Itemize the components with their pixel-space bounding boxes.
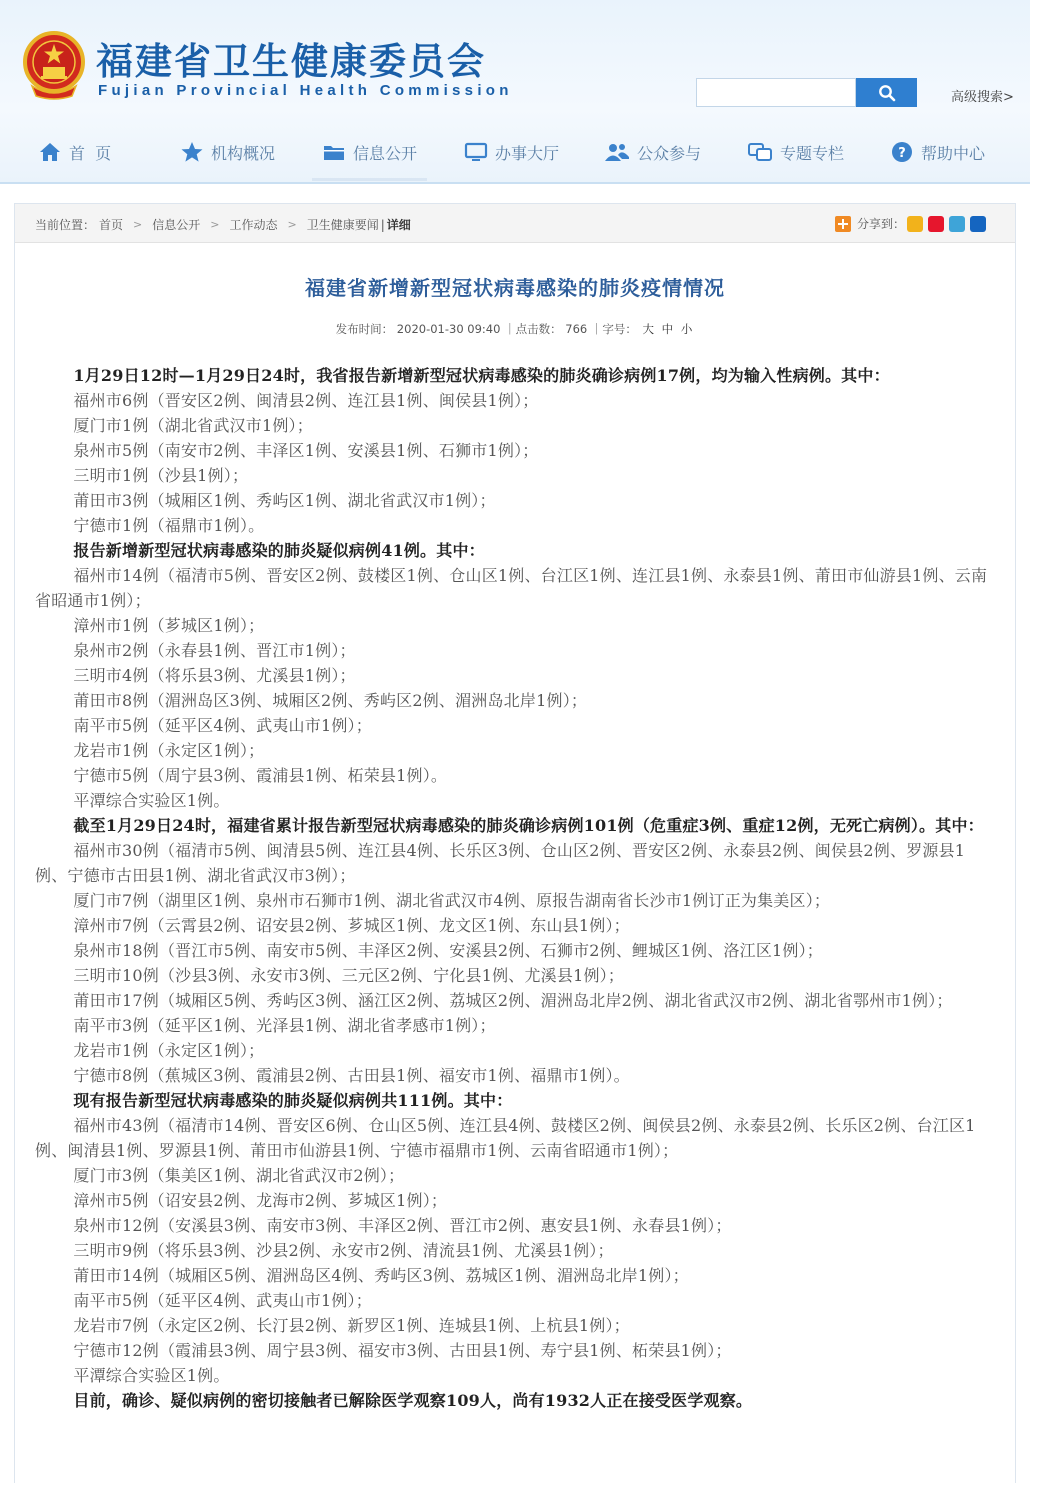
article-paragraph: 宁德市8例（蕉城区3例、霞浦县2例、古田县1例、福安市1例、福鼎市1例）。 (73, 1066, 630, 1085)
nav-item-participation[interactable] (604, 124, 701, 180)
nav-item-info[interactable] (322, 124, 417, 180)
article-paragraph: 漳州市5例（诏安县2例、龙海市2例、芗城区1例）； (73, 1191, 448, 1210)
article-paragraph: 福州市30例（福清市5例、闽清县5例、连江县4例、长乐区3例、仓山区2例、晋安区2例、永泰县2例、闽侯县2例、罗源县1例、宁德市古田县1例、湖北省武汉市3例）； (35, 841, 966, 885)
article-paragraph: 平潭综合实验区1例。 (73, 1366, 230, 1385)
article-paragraph: 漳州市7例（云霄县2例、诏安县2例、芗城区1例、龙文区1例、东山县1例）； (73, 916, 630, 935)
article-paragraph: 福州市6例（晋安区2例、闽清县2例、连江县1例、闽侯县1例）； (73, 391, 539, 410)
article-paragraph: 三明市10例（沙县3例、永安市3例、三元区2例、宁化县1例、尤溪县1例）； (73, 966, 625, 985)
nav-item-label: 公众参与 (637, 143, 702, 163)
share-label: 分享到： (857, 217, 906, 231)
breadcrumb-item-news[interactable]: 卫生健康要闻 (306, 218, 379, 232)
nav-item-home[interactable] (38, 124, 111, 180)
article-paragraph: 龙岩市7例（永定区2例、长汀县2例、新罗区1例、连城县1例、上杭县1例）； (73, 1316, 630, 1335)
site-title: 福建省卫生健康委员会 (96, 40, 486, 83)
article-paragraph: 南平市3例（延平区1例、光泽县1例、湖北省孝感市1例）； (73, 1016, 496, 1035)
article-paragraph: 泉州市18例（晋江市5例、南安市5例、丰泽区2例、安溪县2例、石狮市2例、鲤城区1例、洛江区1例）； (73, 941, 824, 960)
nav-item-topics[interactable] (747, 124, 844, 180)
article-paragraph: 厦门市1例（湖北省武汉市1例）； (73, 416, 313, 435)
chat-icon (747, 141, 773, 163)
article-paragraph: 泉州市12例（安溪县3例、南安市3例、丰泽区2例、晋江市2例、惠安县1例、永春县1例）； (73, 1216, 732, 1235)
chevron-right-icon: > (287, 218, 297, 231)
article-paragraph: 三明市1例（沙县1例）； (73, 466, 249, 485)
article-title: 福建省新增新型冠状病毒感染的肺炎疫情情况 (305, 276, 725, 300)
article-meta (0, 321, 1030, 337)
chevron-right-icon: > (133, 218, 143, 231)
monitor-icon (464, 141, 488, 163)
breadcrumb (35, 216, 411, 233)
article-paragraph: 截至1月29日24时，福建省累计报告新型冠状病毒感染的肺炎确诊病例101例（危重症3例、重症12例，无死亡病例）。其中： (73, 816, 984, 835)
font-size-medium[interactable]: 中 (661, 322, 674, 336)
article-paragraph: 厦门市3例（集美区1例、湖北省武汉市2例）； (73, 1166, 405, 1185)
star-icon (180, 141, 204, 163)
article-paragraph: 莆田市3例（城厢区1例、秀屿区1例、湖北省武汉市1例）； (73, 491, 496, 510)
article-paragraph: 莆田市8例（湄洲岛区3例、城厢区2例、秀屿区2例、湄洲岛北岸1例）； (73, 691, 588, 710)
article-paragraph: 三明市9例（将乐县3例、沙县2例、永安市2例、清流县1例、尤溪县1例）； (73, 1241, 614, 1260)
article-paragraph: 莆田市14例（城厢区5例、湄洲岛区4例、秀屿区3例、荔城区1例、湄洲岛北岸1例）； (73, 1266, 689, 1285)
article-paragraph: 现有报告新型冠状病毒感染的肺炎疑似病例共111例。其中： (73, 1091, 513, 1110)
tencent-weibo-share-icon[interactable] (949, 216, 965, 232)
article-paragraph: 泉州市2例（永春县1例、晋江市1例）； (73, 641, 356, 660)
article-paragraph: 厦门市7例（湖里区1例、泉州市石狮市1例、湖北省武汉市4例、原报告湖南省长沙市1例订正为集美区）； (73, 891, 831, 910)
weibo-share-icon[interactable] (928, 216, 944, 232)
breadcrumb-bar (15, 204, 1015, 243)
breadcrumb-item-current: 详细 (386, 218, 411, 232)
nav-item-about[interactable] (180, 124, 275, 180)
font-size-large[interactable]: 大 (642, 322, 655, 336)
nav-item-services[interactable] (464, 124, 559, 180)
breadcrumb-item-info[interactable]: 信息公开 (152, 218, 201, 232)
help-icon (890, 141, 914, 163)
publish-info: 发布时间： 2020-01-30 09:40 ｜点击数： 766 ｜字号： (335, 322, 637, 336)
breadcrumb-item-work[interactable]: 工作动态 (229, 218, 278, 232)
article-paragraph: 莆田市17例（城厢区5例、秀屿区3例、涵江区2例、荔城区2例、湄洲岛北岸2例、湖北省武汉市2例、湖北省鄂州市1例）； (73, 991, 953, 1010)
search-button[interactable] (856, 78, 917, 107)
home-icon (38, 141, 62, 163)
breadcrumb-prefix: 当前位置： (35, 218, 96, 232)
font-size-small[interactable]: 小 (680, 322, 693, 336)
article-paragraph: 漳州市1例（芗城区1例）； (73, 616, 265, 635)
article-paragraph: 福州市43例（福清市14例、晋安区6例、仓山区5例、连江县4例、鼓楼区2例、闽侯县2例、永泰县2例、长乐区2例、台江区1例、闽清县1例、罗源县1例、莆田市仙游县1例、宁德市福鼎市1例、云南省昭通市1例）； (35, 1116, 976, 1160)
renren-share-icon[interactable] (970, 216, 986, 232)
folder-icon (322, 141, 346, 163)
nav-item-label: 帮助中心 (921, 143, 986, 163)
nav-item-help[interactable] (890, 124, 985, 180)
chevron-right-icon: > (210, 218, 220, 231)
share-plus-icon[interactable] (835, 216, 851, 232)
advanced-search-link[interactable]: 高级搜索> (951, 90, 1014, 105)
site-subtitle: Fujian Provincial Health Commission (98, 82, 513, 99)
article-paragraph: 泉州市5例（南安市2例、丰泽区1例、安溪县1例、石狮市1例）； (73, 441, 539, 460)
article-paragraph: 福州市14例（福清市5例、晋安区2例、鼓楼区1例、仓山区1例、台江区1例、连江县1例、永泰县1例、莆田市仙游县1例、云南省昭通市1例）； (35, 566, 988, 610)
breadcrumb-divider: | (380, 217, 385, 232)
nav-item-label: 机构概况 (211, 143, 276, 163)
people-icon (604, 141, 630, 163)
article-paragraph: 南平市5例（延平区4例、武夷山市1例）； (73, 716, 372, 735)
article-paragraph: 宁德市1例（福鼎市1例）。 (73, 516, 265, 535)
article-paragraph: 南平市5例（延平区4例、武夷山市1例）； (73, 1291, 372, 1310)
article-paragraph: 龙岩市1例（永定区1例）； (73, 1041, 265, 1060)
nav-item-label: 信息公开 (353, 143, 418, 163)
article-paragraph: 目前，确诊、疑似病例的密切接触者已解除医学观察109人，尚有1932人正在接受医学观察。 (73, 1391, 753, 1410)
article-paragraph: 宁德市12例（霞浦县3例、周宁县3例、福安市3例、古田县1例、寿宁县1例、柘荣县1例）； (73, 1341, 732, 1360)
nav-item-label: 首 页 (69, 143, 112, 163)
nav-item-label: 办事大厅 (495, 143, 560, 163)
main-nav (0, 124, 1030, 180)
qzone-share-icon[interactable] (907, 216, 923, 232)
share-bar (835, 215, 986, 232)
svg-text:?: ? (898, 146, 906, 161)
search-input[interactable] (696, 78, 856, 107)
article-body (35, 363, 990, 1413)
breadcrumb-item-home[interactable]: 首页 (99, 218, 124, 232)
article-paragraph: 宁德市5例（周宁县3例、霞浦县1例、柘荣县1例）。 (73, 766, 448, 785)
article-paragraph: 三明市4例（将乐县3例、尤溪县1例）； (73, 666, 356, 685)
article-paragraph: 报告新增新型冠状病毒感染的肺炎疑似病例41例。其中： (73, 541, 485, 560)
article-paragraph: 1月29日12时—1月29日24时，我省报告新增新型冠状病毒感染的肺炎确诊病例17例，均为输入性病例。其中： (73, 366, 890, 385)
search-icon (878, 84, 896, 102)
national-emblem-icon (22, 30, 86, 100)
site-header (0, 0, 1030, 184)
article-paragraph: 龙岩市1例（永定区1例）； (73, 741, 265, 760)
nav-item-label: 专题专栏 (780, 143, 845, 163)
article-paragraph: 平潭综合实验区1例。 (73, 791, 230, 810)
